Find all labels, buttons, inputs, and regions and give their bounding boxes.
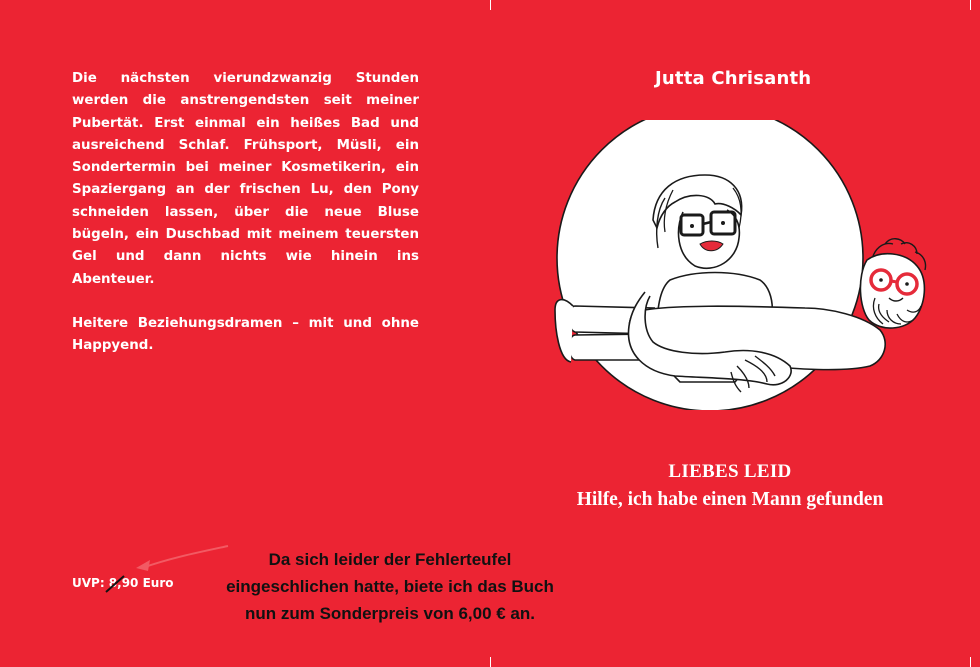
crop-mark-right-top	[970, 0, 971, 10]
crop-mark-bottom	[490, 657, 491, 667]
blurb-paragraph-1: Die nächsten vierundzwanzig Stunden werden die anstrengendsten seit meiner Pubertät. Erst einmal ein heißes Bad und ausreichend Schlaf. Frühsport, Müsli, ein Sondertermin bei meiner Kosmetikerin, ein Spaziergang an der frischen Lu, den Pony schneiden lassen, über die neue Bluse bügeln, ein Duschbad mit meinem teuersten Gel und dann nichts wie hinein ins Abenteuer.	[72, 71, 419, 287]
crop-mark-top	[490, 0, 491, 10]
book-title	[540, 458, 920, 514]
note-line-1: Da sich leider der Fehlerteufel	[268, 550, 512, 569]
blurb-paragraph-2: Heitere Beziehungsdramen – mit und ohne Happyend.	[72, 315, 419, 354]
title-line-1: LIEBES LEID	[668, 461, 792, 482]
woman-feet	[555, 300, 573, 362]
note-line-2: eingeschlichen hatte, biete ich das Buch	[226, 577, 554, 596]
cover-illustration	[545, 120, 935, 410]
title-line-2: Hilfe, ich habe einen Mann gefunden	[576, 489, 884, 510]
note-line-3: nun zum Sonderpreis von 6,00 € an.	[244, 604, 535, 623]
back-cover-blurb	[72, 68, 419, 380]
author-name: Jutta Chrisanth	[655, 68, 812, 89]
price-correction-note	[190, 546, 590, 627]
price-label: UVP: 8,90 Euro	[72, 576, 174, 590]
crop-mark-right-bottom	[970, 657, 971, 667]
